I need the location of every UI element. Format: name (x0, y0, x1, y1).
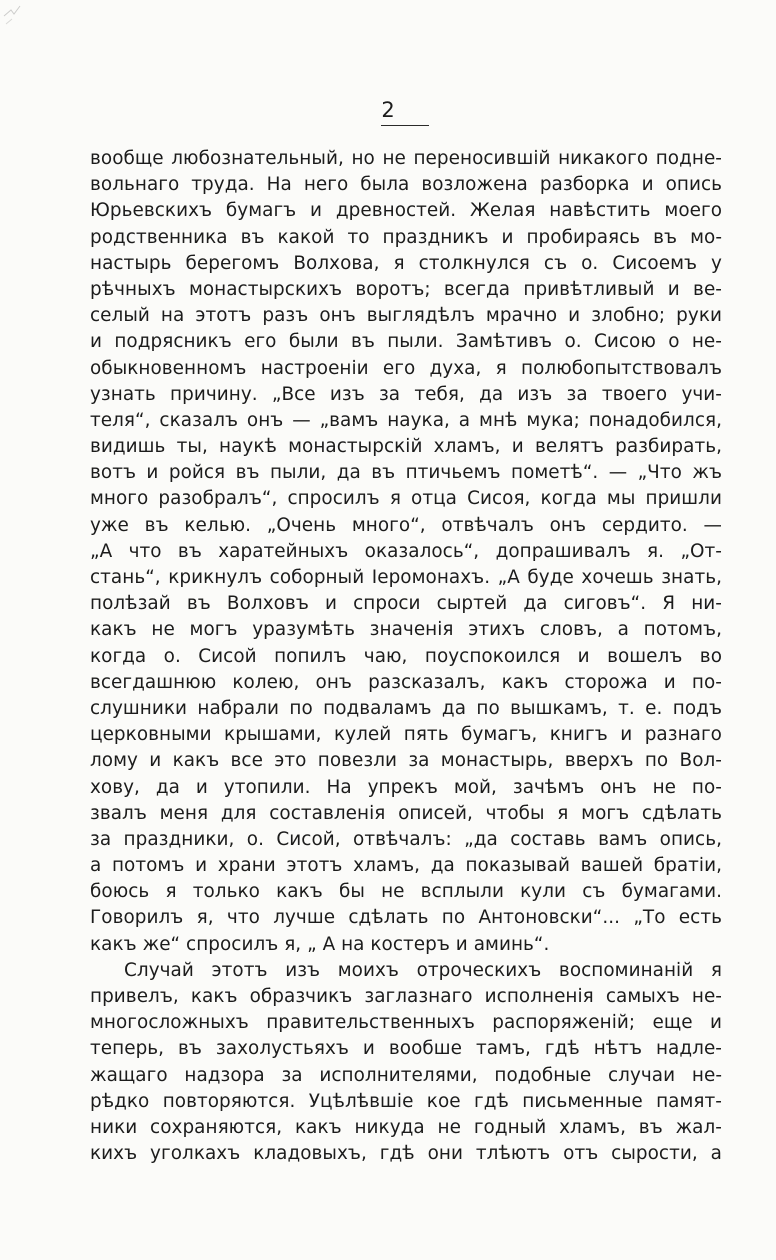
text-line: ники сохраняются, какъ никуда не годный хламъ, въ жал- (90, 1116, 722, 1138)
body-text (90, 146, 722, 1167)
text-line: рѣдко повторяются. Уцѣлѣвшіе кое гдѣ письменные памят- (90, 1090, 722, 1112)
paper-speck-decoration (2, 2, 32, 28)
text-line: вотъ и ройся въ пыли, да въ птичьемъ пометѣ“. — „Что жъ (90, 462, 722, 484)
text-line: Случай этотъ изъ моихъ отроческихъ воспоминаній я (124, 959, 722, 981)
text-line: много разобралъ“, спросилъ я отца Сисоя, когда мы пришли (90, 488, 722, 510)
text-line: вольнаго труда. На него была возложена разборка и опись (90, 174, 722, 196)
text-line: когда о. Сисой попилъ чаю, поуспокоился и вошелъ во (90, 645, 722, 667)
text-line: звалъ меня для составленія описей, чтобы я могъ сдѣлать (90, 802, 722, 824)
text-line: многосложныхъ правительственныхъ распоряженій; еще и (90, 1012, 722, 1034)
text-line: кихъ уголкахъ кладовыхъ, гдѣ они тлѣютъ отъ сырости, а (90, 1143, 722, 1165)
text-line: лому и какъ все это повезли за монастырь, вверхъ по Вол- (90, 750, 722, 772)
text-line: какъ не могъ уразумѣть значенія этихъ словъ, а потомъ, (90, 619, 722, 641)
text-line: родственника въ какой то праздникъ и пробираясь въ мо- (90, 226, 722, 248)
text-line: всегдашнюю колею, онъ разсказалъ, какъ сторожа и по- (90, 671, 722, 693)
text-line: уже въ келью. „Очень много“, отвѣчалъ онъ сердито. — (90, 514, 722, 536)
text-line: „А что въ харатейныхъ оказалось“, допрашивалъ я. „От- (90, 540, 722, 562)
text-line: церковными крышами, кулей пять бумагъ, книгъ и разнаго (90, 724, 722, 746)
text-line: вообще любознательный, но не переносившій никакого подне- (90, 148, 722, 169)
text-line: теперь, въ захолустьяхъ и вообше тамъ, гдѣ нѣтъ надле- (90, 1038, 722, 1060)
text-line: узнать причину. „Все изъ за тебя, да изъ за твоего учи- (90, 383, 722, 405)
text-line: селый на этотъ разъ онъ выглядѣлъ мрачно и злобно; руки (90, 305, 722, 327)
text-line: привелъ, какъ образчикъ заглазнаго исполненія самыхъ не- (90, 986, 722, 1007)
text-line: теля“, сказалъ онъ — „вамъ наука, а мнѣ мука; понадобился, (90, 409, 722, 431)
page-number-container (0, 98, 776, 122)
page-number-rule (381, 125, 429, 126)
text-line: настырь берегомъ Волхова, я столкнулся съ о. Сисоемъ у (90, 252, 722, 274)
text-line: какъ же“ спросилъ я, „ А на костеръ и аминь“. (90, 933, 550, 955)
text-line: стань“, крикнулъ соборный Іеромонахъ. „А буде хочешь знать, (90, 567, 722, 588)
text-line: и подрясникъ его были въ пыли. Замѣтивъ о. Сисою о не- (90, 331, 722, 353)
text-line: жащаго надзора за исполнителями, подобные случаи не- (90, 1064, 722, 1086)
text-line: боюсь я только какъ бы не всплыли кули съ бумагами. (90, 881, 722, 903)
text-line: полѣзай въ Волховъ и спроси сыртей да сиговъ“. Я ни- (90, 593, 722, 615)
text-line: слушники набрали по подваламъ да по вышкамъ, т. е. подъ (90, 697, 722, 719)
text-line: рѣчныхъ монастырскихъ воротъ; всегда привѣтливый и ве- (90, 278, 722, 300)
text-line: видишь ты, наукѣ монастырскій хламъ, и велятъ разбирать, (90, 436, 722, 458)
text-line: Говорилъ я, что лучше сдѣлать по Антоновски“... „То есть (90, 907, 722, 929)
text-line: хову, да и утопили. На упрекъ мой, зачѣмъ онъ не по- (90, 776, 722, 798)
text-line: Юрьевскихъ бумагъ и древностей. Желая навѣстить моего (90, 200, 722, 222)
text-line: а потомъ и храни этотъ хламъ, да показывай вашей братіи, (90, 855, 722, 877)
text-line: за праздники, о. Сисой, отвѣчалъ: „да составь вамъ опись, (90, 828, 722, 850)
text-line: обыкновенномъ настроеніи его духа, я полюбопытствовалъ (90, 357, 722, 379)
page-number: 2 (381, 98, 395, 122)
